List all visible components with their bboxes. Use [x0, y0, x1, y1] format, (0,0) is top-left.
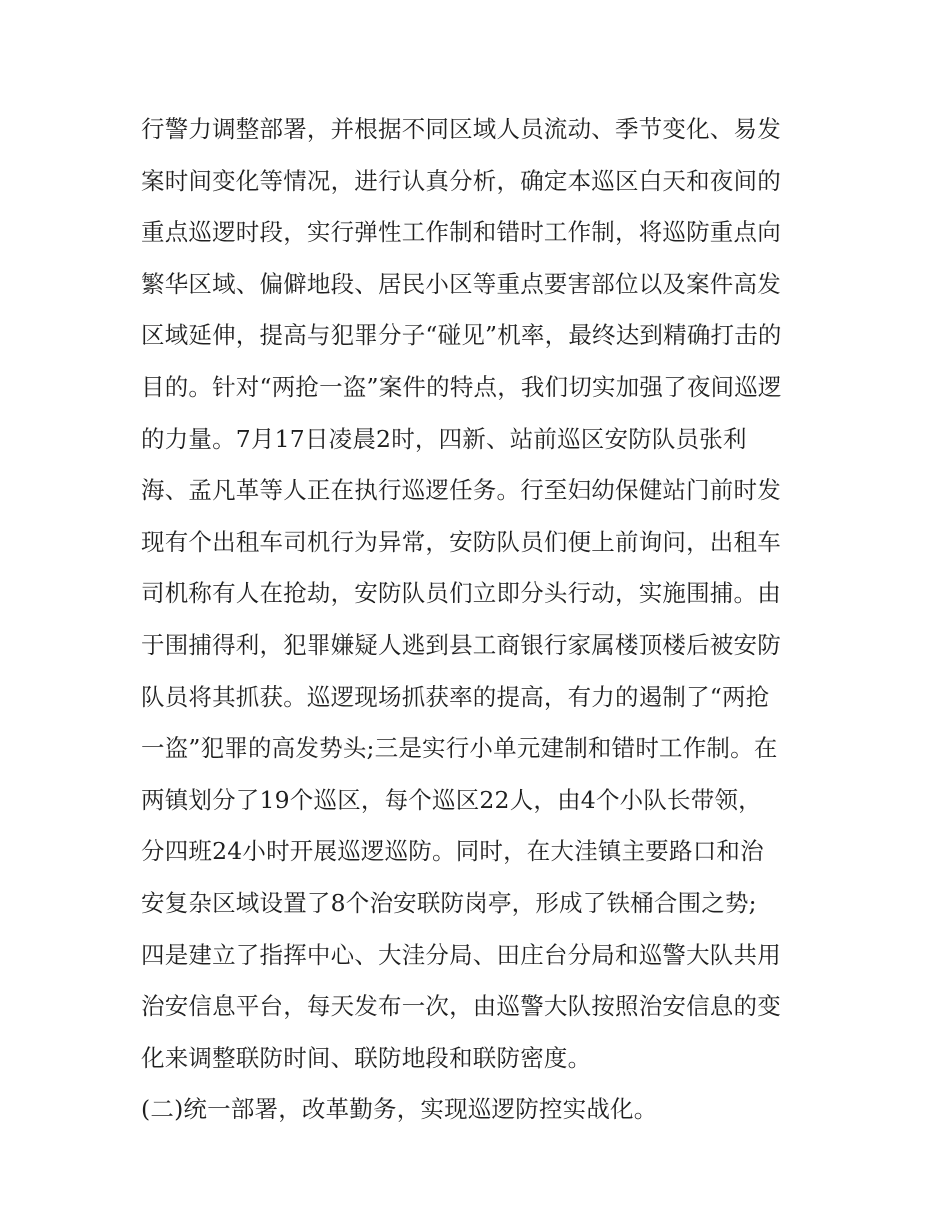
text-line-8: 海、孟凡革等人正在执行巡逻任务。行至妇幼保健站门前时发 [141, 476, 781, 505]
text-line-12: 队员将其抓获。巡逻现场抓获率的提高，有力的遏制了“两抢 [141, 682, 770, 711]
text-line-10: 司机称有人在抢劫，安防队员们立即分头行动，实施围捕。由 [141, 579, 781, 608]
text-line-3: 重点巡逻时段，实行弹性工作制和错时工作制，将巡防重点向 [141, 218, 781, 247]
text-line-17: 四是建立了指挥中心、大洼分局、田庄台分局和巡警大队共用 [141, 940, 781, 969]
text-line-14: 两镇划分了19个巡区，每个巡区22人，由4个小队长带领， [141, 785, 762, 814]
text-line-11: 于围捕得利，犯罪嫌疑人逃到县工商银行家属楼顶楼后被安防 [141, 630, 781, 659]
text-line-1: 行警力调整部署，并根据不同区域人员流动、季节变化、易发 [141, 115, 781, 143]
text-line-18: 治安信息平台，每天发布一次，由巡警大队按照治安信息的变 [141, 992, 781, 1021]
section-heading: (二)统一部署，改革勤务，实现巡逻防控实战化。 [141, 1095, 658, 1124]
text-line-6: 目的。针对“两抢一盗”案件的特点，我们切实加强了夜间巡逻 [141, 372, 782, 401]
text-line-13: 一盗”犯罪的高发势头;三是实行小单元建制和错时工作制。在 [141, 734, 778, 763]
text-line-7: 的力量。7月17日凌晨2时，四新、站前巡区安防队员张利 [141, 424, 747, 453]
text-line-2: 案时间变化等情况，进行认真分析，确定本巡区白天和夜间的 [141, 166, 781, 195]
text-line-16: 安复杂区域设置了8个治安联防岗亭，形成了铁桶合围之势; [141, 888, 757, 917]
text-line-5: 区域延伸，提高与犯罪分子“碰见”机率，最终达到精确打击的 [141, 321, 782, 350]
text-line-19: 化来调整联防时间、联防地段和联防密度。 [141, 1043, 592, 1072]
text-line-4: 繁华区域、偏僻地段、居民小区等重点要害部位以及案件高发 [141, 269, 781, 298]
text-line-9: 现有个出租车司机行为异常，安防队员们便上前询问，出租车 [141, 527, 781, 556]
document-body [141, 104, 821, 1136]
text-line-15: 分四班24小时开展巡逻巡防。同时，在大洼镇主要路口和治 [141, 837, 764, 866]
